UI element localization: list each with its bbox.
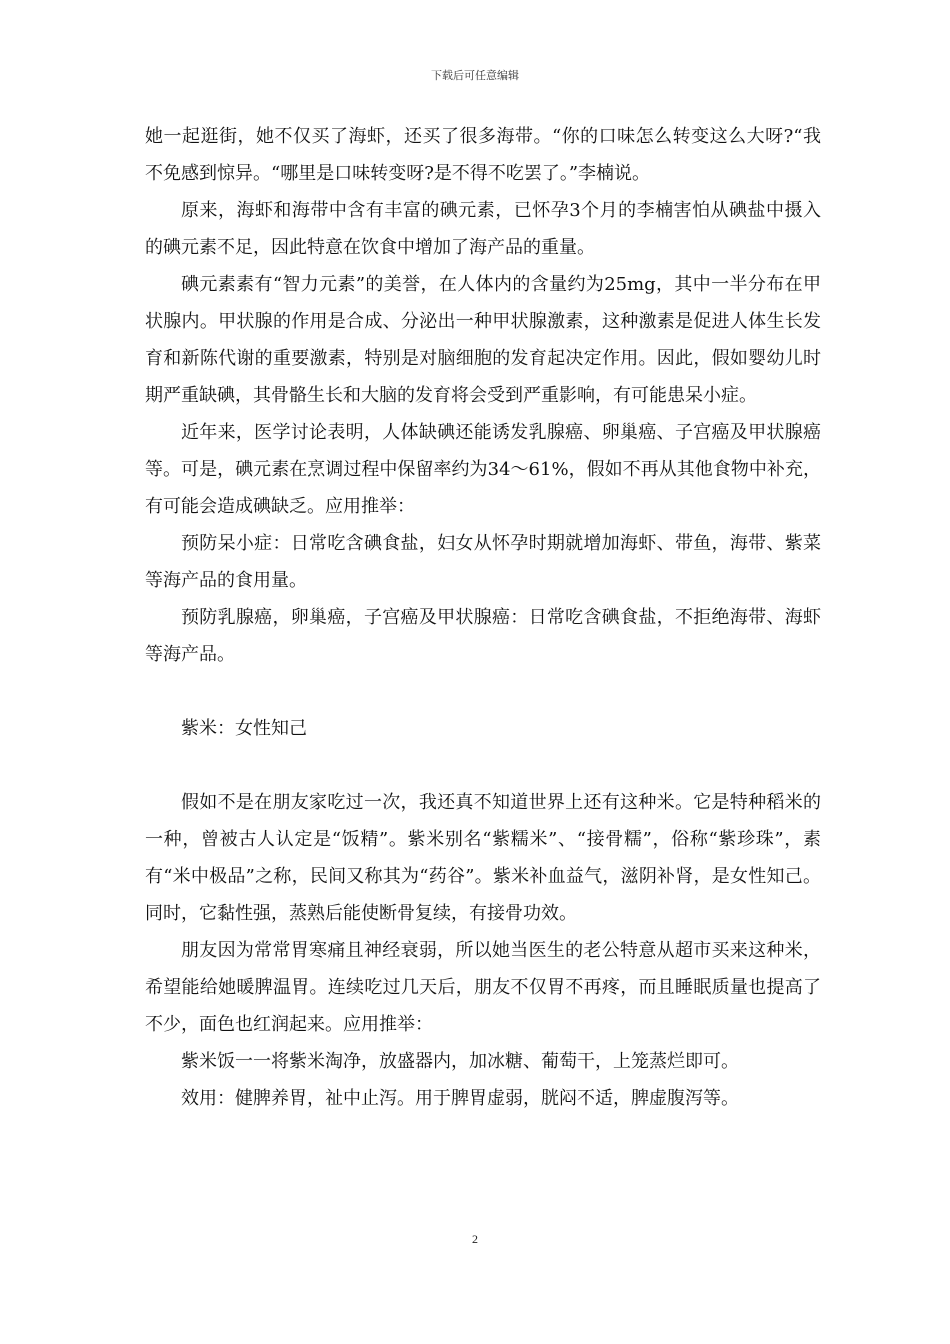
paragraph: 效用：健脾养胃，祉中止泻。用于脾胃虚弱，胱闷不适，脾虚腹泻等。 [181,1088,739,1109]
blank-line [145,673,821,710]
paragraph: 朋友因为常常胃寒痛且神经衰弱，所以她当医生的老公特意从超市买来这种米，希望能给她暖脾温胃。连续吃过几天后，朋友不仅胃不再疼，而且睡眠质量也提高了不少，面色也红润起来。应用推举： [145,940,821,1035]
page-header: 下载后可任意编辑 [431,69,519,82]
paragraph: 原来，海虾和海带中含有丰富的碘元素，已怀孕3个月的李楠害怕从碘盐中摄入的碘元素不足，因此特意在饮食中增加了海产品的重量。 [145,200,821,258]
paragraph: 碘元素素有“智力元素”的美誉，在人体内的含量约为25mg，其中一半分布在甲状腺内。甲状腺的作用是合成、分泌出一种甲状腺激素，这种激素是促进人体生长发育和新陈代谢的重要激素，特别是对脑细胞的发育起决定作用。因此，假如婴幼儿时期严重缺碘，其骨骼生长和大脑的发育将会受到严重影响，有可能患呆小症。 [145,274,821,406]
paragraph: 假如不是在朋友家吃过一次，我还真不知道世界上还有这种米。它是特种稻米的一种，曾被古人认定是“饭精”。紫米别名“紫糯米”、“接骨糯”，俗称“紫珍珠”，素有“米中极品”之称，民间又称其为“药谷”。紫米补血益气，滋阴补肾，是女性知己。同时，它黏性强，蒸熟后能使断骨复续，有接骨功效。 [145,792,821,924]
paragraph: 紫米饭一一将紫米淘净，放盛器内，加冰糖、葡萄干，上笼蒸烂即可。 [181,1051,739,1072]
blank-line [145,747,821,784]
document-body [145,118,821,1117]
paragraph: 预防呆小症：日常吃含碘食盐，妇女从怀孕时期就增加海虾、带鱼，海带、紫菜等海产品的食用量。 [145,533,821,591]
page-number: 2 [472,1232,478,1246]
section-heading: 紫米：女性知己 [181,718,307,739]
paragraph-continuation: 她一起逛街，她不仅买了海虾，还买了很多海带。“你的口味怎么转变这么大呀?“我不免感到惊异。“哪里是口味转变呀?是不得不吃罢了。”李楠说。 [145,126,821,184]
paragraph: 预防乳腺癌，卵巢癌，子宫癌及甲状腺癌：日常吃含碘食盐，不拒绝海带、海虾等海产品。 [145,607,821,665]
paragraph: 近年来，医学讨论表明，人体缺碘还能诱发乳腺癌、卵巢癌、子宫癌及甲状腺癌等。可是，碘元素在烹调过程中保留率约为34～61%，假如不再从其他食物中补充，有可能会造成碘缺乏。应用推举： [145,422,821,517]
